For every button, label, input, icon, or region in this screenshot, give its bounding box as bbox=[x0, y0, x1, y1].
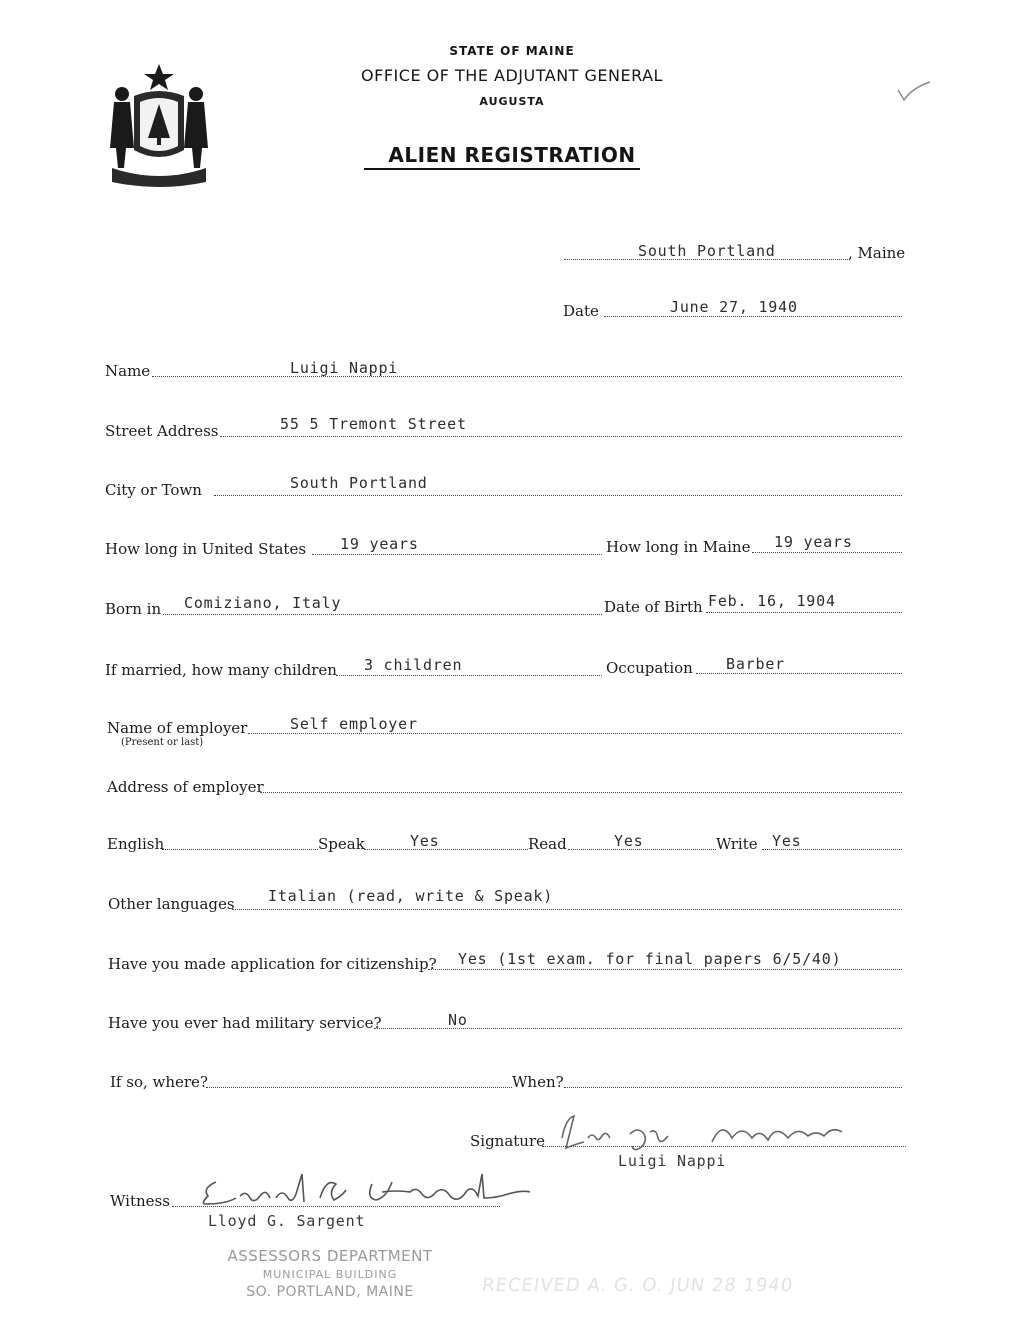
name-line bbox=[152, 376, 902, 377]
dob-value: Feb. 16, 1904 bbox=[708, 592, 836, 610]
english-line bbox=[162, 849, 318, 850]
born-label: Born in bbox=[105, 600, 162, 618]
employer-line bbox=[248, 733, 902, 734]
name-label: Name bbox=[105, 362, 151, 380]
children-label: If married, how many children bbox=[105, 661, 337, 679]
form-title: ALIEN REGISTRATION bbox=[388, 143, 636, 167]
signature-typed-name: Luigi Nappi bbox=[618, 1152, 727, 1170]
born-line bbox=[163, 614, 602, 615]
citizenship-value: Yes (1st exam. for final papers 6/5/40) bbox=[458, 950, 842, 968]
dob-label: Date of Birth bbox=[604, 598, 703, 616]
occupation-value: Barber bbox=[726, 655, 785, 673]
us-duration-line bbox=[312, 554, 602, 555]
employer-value: Self employer bbox=[290, 715, 418, 733]
street-line bbox=[220, 436, 902, 437]
read-value: Yes bbox=[614, 832, 644, 850]
children-value: 3 children bbox=[364, 656, 463, 674]
read-label: Read bbox=[528, 835, 567, 853]
where-line bbox=[206, 1087, 512, 1088]
city-line bbox=[214, 495, 902, 496]
assessors-stamp-line1: ASSESSORS DEPARTMENT bbox=[227, 1247, 433, 1265]
when-line bbox=[564, 1087, 902, 1088]
title-underline bbox=[364, 168, 640, 170]
signature-label: Signature bbox=[470, 1132, 546, 1150]
city-label: City or Town bbox=[105, 481, 202, 499]
occupation-label: Occupation bbox=[606, 659, 693, 677]
seal-ribbon-text: DIRIGO bbox=[139, 168, 183, 178]
witness-label: Witness bbox=[110, 1192, 170, 1210]
maine-duration-value: 19 years bbox=[774, 533, 853, 551]
maine-duration-label: How long in Maine bbox=[606, 538, 751, 556]
born-value: Comiziano, Italy bbox=[184, 594, 342, 612]
where-label: If so, where? bbox=[110, 1073, 208, 1091]
speak-line bbox=[364, 849, 528, 850]
write-value: Yes bbox=[772, 832, 802, 850]
military-value: No bbox=[448, 1011, 468, 1029]
assessors-stamp-line3: SO. PORTLAND, MAINE bbox=[246, 1284, 414, 1300]
other-languages-label: Other languages bbox=[108, 895, 235, 913]
employer-address-label: Address of employer bbox=[107, 778, 264, 796]
maine-suffix: , Maine bbox=[848, 244, 906, 262]
street-value: 55 5 Tremont Street bbox=[280, 415, 467, 433]
maine-duration-line bbox=[752, 552, 902, 553]
date-line bbox=[604, 316, 902, 317]
employer-sublabel: (Present or last) bbox=[121, 737, 204, 748]
english-label: English bbox=[107, 835, 165, 853]
dob-line bbox=[706, 612, 902, 613]
occupation-line bbox=[696, 673, 902, 674]
assessors-stamp-line2: MUNICIPAL BUILDING bbox=[262, 1268, 398, 1281]
street-label: Street Address bbox=[105, 422, 219, 440]
when-label: When? bbox=[512, 1073, 564, 1091]
date-label: Date bbox=[563, 302, 599, 320]
citizenship-label: Have you made application for citizenship? bbox=[108, 955, 437, 973]
name-value: Luigi Nappi bbox=[290, 359, 399, 377]
witness-handwritten-signature-icon bbox=[196, 1168, 536, 1218]
speak-value: Yes bbox=[410, 832, 440, 850]
header-city: AUGUSTA bbox=[479, 95, 545, 108]
write-label: Write bbox=[716, 835, 758, 853]
town-value: South Portland bbox=[638, 242, 776, 260]
header-office: OFFICE OF THE ADJUTANT GENERAL bbox=[361, 66, 663, 85]
us-duration-label: How long in United States bbox=[105, 540, 307, 558]
employer-label: Name of employer bbox=[107, 719, 248, 737]
speak-label: Speak bbox=[318, 835, 365, 853]
date-value: June 27, 1940 bbox=[670, 298, 798, 316]
military-label: Have you ever had military service? bbox=[108, 1014, 382, 1032]
other-languages-line bbox=[232, 909, 902, 910]
city-value: South Portland bbox=[290, 474, 428, 492]
header-state: STATE OF MAINE bbox=[449, 44, 575, 58]
received-stamp: RECEIVED A. G. O. JUN 28 1940 bbox=[480, 1275, 795, 1296]
handwritten-signature-icon bbox=[552, 1108, 852, 1158]
other-languages-value: Italian (read, write & Speak) bbox=[268, 887, 554, 905]
children-line bbox=[336, 675, 602, 676]
witness-typed-name: Lloyd G. Sargent bbox=[208, 1212, 366, 1230]
us-duration-value: 19 years bbox=[340, 535, 419, 553]
citizenship-line bbox=[428, 969, 902, 970]
employer-address-line bbox=[260, 792, 902, 793]
